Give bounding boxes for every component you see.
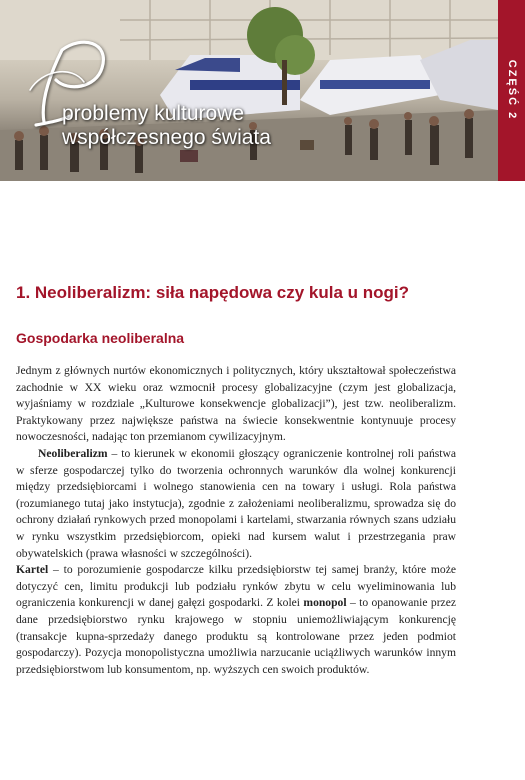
- paragraph-neoliberalism: [16, 446, 456, 562]
- term-neoliberalism: Neoliberalizm: [38, 446, 108, 460]
- body-text: [16, 363, 456, 678]
- paragraph-intro: Jednym z głównych nurtów ekonomicznych i politycznych, który ukształtował społeczeństwa zachodnie w XX wieku oraz wzmocnił procesy globalizacyjne (czym jest globalizacja, wyjaśniamy w rozdziale „Kulturowe konsekwencje globalizacji”), jest tzw. neoliberalizm. Praktykowany przez największe państwa na świecie konsekwentnie kontynuuje procesy nowoczesności, nadając ton przemianom cywilizacyjnym.: [16, 364, 456, 444]
- definition-cartel: – to porozumienie gospodarcze kilku przedsiębiorstw tej samej branży, które może dotyczyć cen, limitu produkcji lub podziału rynków zbytu w celu wyeliminowania lub ograniczenia konkurencji w danej gałęzi gospodarki. Z kolei: [16, 563, 456, 610]
- banner-title-line1: problemy kulturowe: [62, 102, 245, 125]
- chapter-title: 1. Neoliberalizm: siła napędowa czy kula u nogi?: [16, 283, 409, 302]
- banner-title: [62, 102, 271, 150]
- header-banner: [0, 0, 498, 181]
- banner-title-line2: współczesnego świata: [62, 126, 271, 149]
- definition-neoliberalism: – to kierunek w ekonomii głoszący ograniczenie kontrolnej roli państwa w sferze gospodarczej tylko do tworzenia ochronnych warunków dla wolnej konkurencji między przedsiębiorcami i wolnego stanowienia cen na towary i usługi. Rola państwa (rozumianego tutaj jako instytucja), zgodnie z założeniami neoliberalizmu, sprowadza się do ochrony działań rynkowych przed monopolami i kartelami, stwarzania równych szans udziału w rynku wszystkim przedsiębiorcom, opieki nad kursem walut i przestrzegania praw obywatelskich (prawa własności w szczególności).: [16, 446, 456, 560]
- section-title: Gospodarka neoliberalna: [16, 330, 185, 346]
- paragraph-cartel-monopoly: [16, 562, 456, 678]
- definition-monopoly: – to opanowanie przez dane przedsiębiorstwo rynku krajowego w stopniu uniemożliwiającym konkurencję (transakcje kupna-sprzedaży danego produktu są kontrolowane przez jeden podmiot gospodarczy). Pozycja monopolistyczna umożliwia narzucanie uciążliwych warunków innym przedsiębiorstwom lub konsumentom, np. wyższych cen swoich produktów.: [16, 596, 456, 676]
- part-side-tab: [498, 0, 525, 181]
- part-label: CZĘŚĆ 2: [505, 59, 518, 121]
- term-monopoly: monopol: [303, 596, 347, 610]
- term-cartel: Kartel: [16, 563, 49, 577]
